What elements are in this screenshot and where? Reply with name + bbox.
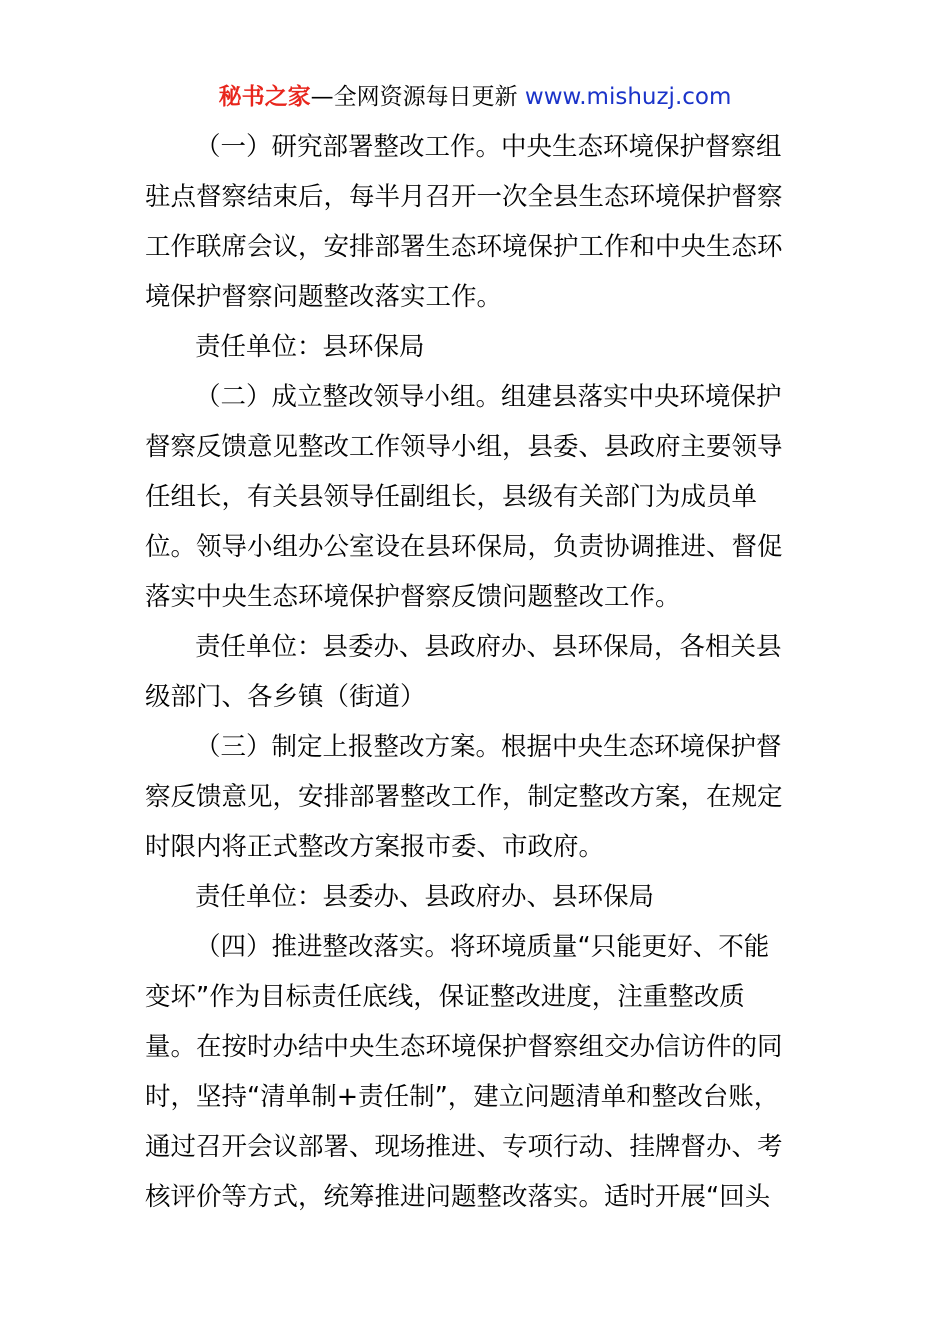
text-line: 位。领导小组办公室设在县环保局，负责协调推进、督促 <box>145 532 783 562</box>
text-line: 变坏”作为目标责任底线，保证整改进度，注重整改质 <box>145 982 745 1012</box>
text-line: 察反馈意见，安排部署整改工作，制定整改方案，在规定 <box>145 782 783 812</box>
text-line: （三）制定上报整改方案。根据中央生态环境保护督 <box>195 732 782 762</box>
text-line: （二）成立整改领导小组。组建县落实中央环境保护 <box>195 382 782 412</box>
text-line: 境保护督察问题整改落实工作。 <box>145 282 503 312</box>
text-line: 督察反馈意见整改工作领导小组，县委、县政府主要领导 <box>145 432 783 462</box>
document-body <box>145 122 810 1222</box>
text-line: （四）推进整改落实。将环境质量“只能更好、不能 <box>195 932 770 962</box>
site-brand: 秘书之家 <box>218 84 311 110</box>
text-line: 责任单位：县委办、县政府办、县环保局，各相关县 <box>195 632 782 662</box>
text-line: 时，坚持“清单制+责任制”，建立问题清单和整改台账， <box>145 1082 780 1112</box>
site-url-link[interactable]: www.mishuzj.com <box>524 84 732 110</box>
text-line: 落实中央生态环境保护督察反馈问题整改工作。 <box>145 582 681 612</box>
text-line: 责任单位：县委办、县政府办、县环保局 <box>195 882 655 912</box>
site-header <box>0 80 950 114</box>
text-line: 核评价等方式，统筹推进问题整改落实。适时开展“回头 <box>145 1182 771 1212</box>
text-line: （一）研究部署整改工作。中央生态环境保护督察组 <box>195 132 782 162</box>
text-line: 量。在按时办结中央生态环境保护督察组交办信访件的同 <box>145 1032 783 1062</box>
text-line: 任组长，有关县领导任副组长，县级有关部门为成员单 <box>145 482 758 512</box>
text-line: 通过召开会议部署、现场推进、专项行动、挂牌督办、考 <box>145 1132 783 1162</box>
text-line: 级部门、各乡镇（街道） <box>145 682 426 712</box>
text-line: 工作联席会议，安排部署生态环境保护工作和中央生态环 <box>145 232 783 262</box>
text-line: 时限内将正式整改方案报市委、市政府。 <box>145 832 605 862</box>
site-tagline: —全网资源每日更新 <box>310 84 518 110</box>
text-line: 责任单位：县环保局 <box>195 332 425 362</box>
text-line: 驻点督察结束后，每半月召开一次全县生态环境保护督察 <box>145 182 783 212</box>
